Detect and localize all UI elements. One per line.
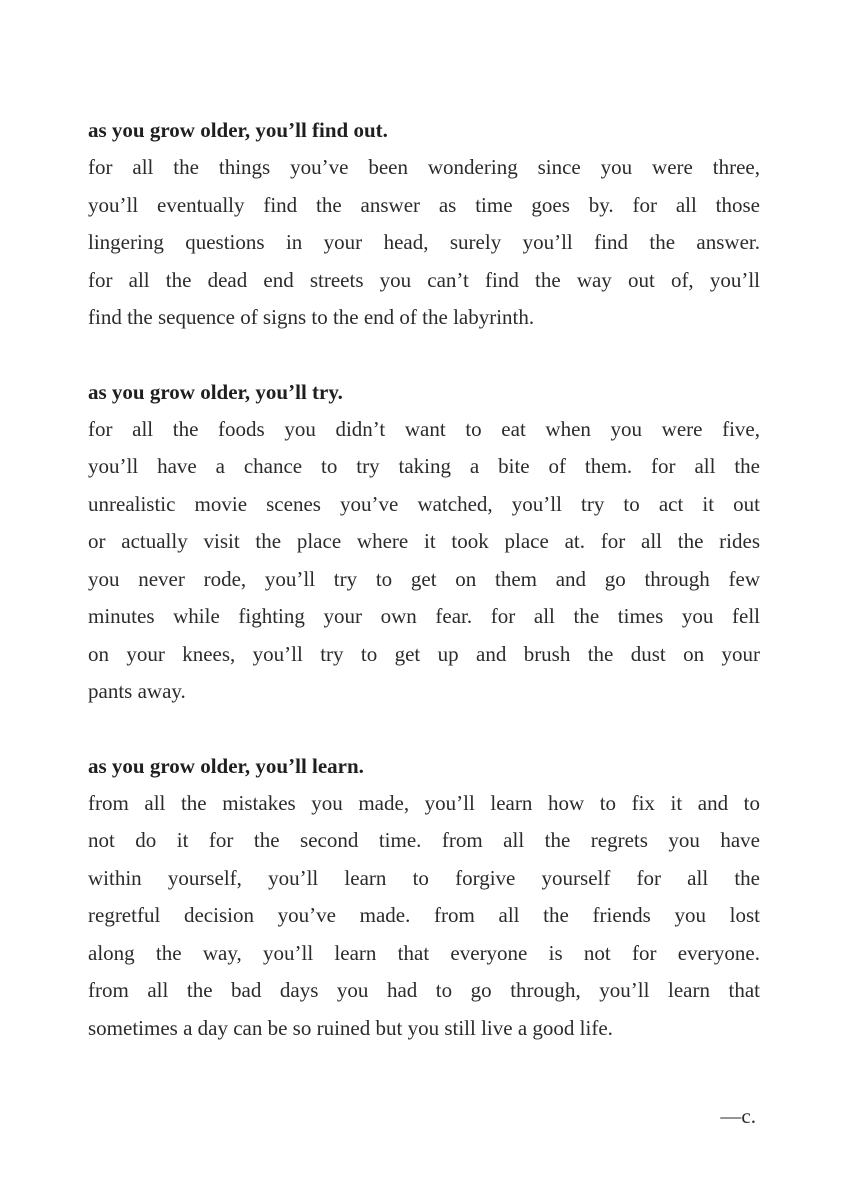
section-learn [88,748,760,1048]
body-line: unrealistic movie scenes you’ve watched, you’ll try to act it out [88,491,760,516]
body-line: within yourself, you’ll learn to forgive yourself for all the [88,865,760,890]
body-line: you’ll eventually find the answer as time goes by. for all those [88,192,760,217]
section-heading: as you grow older, you’ll try. [88,379,343,404]
body-line: pants away. [88,679,186,703]
section-heading: as you grow older, you’ll find out. [88,118,388,142]
body-line: sometimes a day can be so ruined but you still live a good life. [88,1015,613,1040]
section-heading: as you grow older, you’ll learn. [88,753,364,778]
body-line: from all the bad days you had to go through, you’ll learn that [88,978,760,1002]
body-line: you never rode, you’ll try to get on them and go through few [88,566,760,591]
body-line: lingering questions in your head, surely you’ll find the answer. [88,230,760,254]
document-body [88,112,760,1084]
body-line: regretful decision you’ve made. from all the friends you lost [88,903,760,927]
body-line: from all the mistakes you made, you’ll learn how to fix it and to [88,790,760,815]
body-line: or actually visit the place where it took place at. for all the rides [88,529,760,553]
body-line: for all the things you’ve been wondering since you were three, [88,155,760,179]
body-line: for all the dead end streets you can’t find the way out of, you’ll [88,267,760,292]
body-line: not do it for the second time. from all the regrets you have [88,828,760,852]
body-line: minutes while fighting your own fear. for all the times you fell [88,604,760,628]
section-find-out [88,112,760,337]
body-line: find the sequence of signs to the end of the labyrinth. [88,305,535,329]
body-line: you’ll have a chance to try taking a bite of them. for all the [88,454,760,478]
body-line: along the way, you’ll learn that everyone is not for everyone. [88,940,760,965]
body-line: on your knees, you’ll try to get up and brush the dust on your [88,641,760,666]
author-signature: —c. [720,1104,756,1128]
body-line: for all the foods you didn’t want to eat when you were five, [88,416,760,441]
section-try [88,374,760,711]
